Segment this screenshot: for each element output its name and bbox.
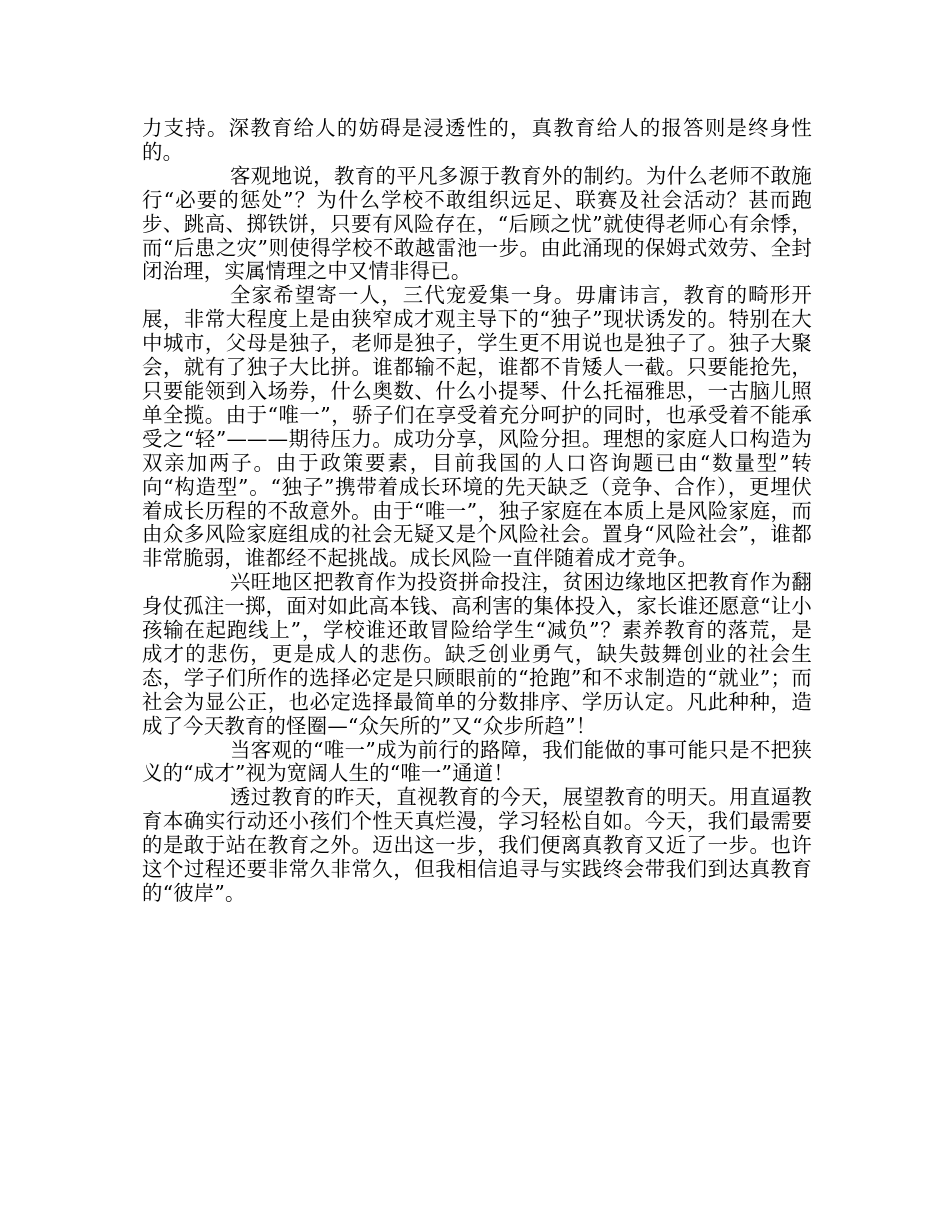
paragraph-regional-investment: 兴旺地区把教育作为投资拼命投注，贫困边缘地区把教育作为翻身仗孤注一掷，面对如此高本钱、高利害的集体投入，家长谁还愿意“让小孩输在起跑线上”，学校谁还敢冒险给学生“减负”？素养教育的落荒，是成才的悲伤，更是成人的悲伤。缺乏创业勇气，缺失鼓舞创业的社会生态，学子们所作的选择必定是只顾眼前的“抢跑”和不求制造的“就业”；而社会为显公正，也必定选择最简单的分数排序、学历认定。凡此种种，造成了今天教育的怪圈—“众矢所的”又“众步所趋”！ [142, 570, 812, 738]
paragraph-objective-constraints: 客观地说，教育的平凡多源于教育外的制约。为什么老师不敢施行“必要的惩处”？为什么学校不敢组织远足、联赛及社会活动？甚而跑步、跳高、掷铁饼，只要有风险存在，“后顾之忧”就使得老师心有余悸，而“后患之灾”则使得学校不敢越雷池一步。由此涌现的保姆式效劳、全封闭治理，实属情理之中又情非得已。 [142, 163, 812, 284]
paragraph-only-path: 当客观的“唯一”成为前行的路障，我们能做的事可能只是不把狭义的“成才”视为宽阔人生的“唯一”通道！ [142, 737, 812, 786]
paragraph-only-child: 全家希望寄一人，三代宠爱集一身。毋庸讳言，教育的畸形开展，非常大程度上是由狭窄成才观主导下的“独子”现状诱发的。特别在大中城市，父母是独子，老师是独子，学生更不用说也是独子了。独子大聚会，就有了独子大比拼。谁都输不起，谁都不肯矮人一截。只要能抢先，只要能领到入场券，什么奥数、什么小提琴、什么托福雅思，一古脑儿照单全揽。由于“唯一”，骄子们在享受着充分呵护的同时，也承受着不能承受之“轻”———期待压力。成功分享，风险分担。理想的家庭人口构造为双亲加两子。由于政策要素，目前我国的人口咨询题已由“数量型”转向“构造型”。“独子”携带着成长环境的先天缺乏（竞争、合作），更埋伏着成长历程的不敌意外。由于“唯一”，独子家庭在本质上是风险家庭，而由众多风险家庭组成的社会无疑又是个风险社会。置身“风险社会”，谁都非常脆弱，谁都经不起挑战。成长风险一直伴随着成才竞争。 [142, 283, 812, 571]
document-body [142, 117, 812, 906]
paragraph-continuation: 力支持。深教育给人的妨碍是浸透性的，真教育给人的报答则是终身性的。 [142, 116, 812, 164]
paragraph-conclusion: 透过教育的昨天，直视教育的今天，展望教育的明天。用直逼教育本确实行动还小孩们个性天真烂漫，学习轻松自如。今天，我们最需要的是敢于站在教育之外。迈出这一步，我们便离真教育又近了一步。也许这个过程还要非常久非常久，但我相信追寻与实践终会带我们到达真教育的“彼岸”。 [142, 785, 812, 905]
